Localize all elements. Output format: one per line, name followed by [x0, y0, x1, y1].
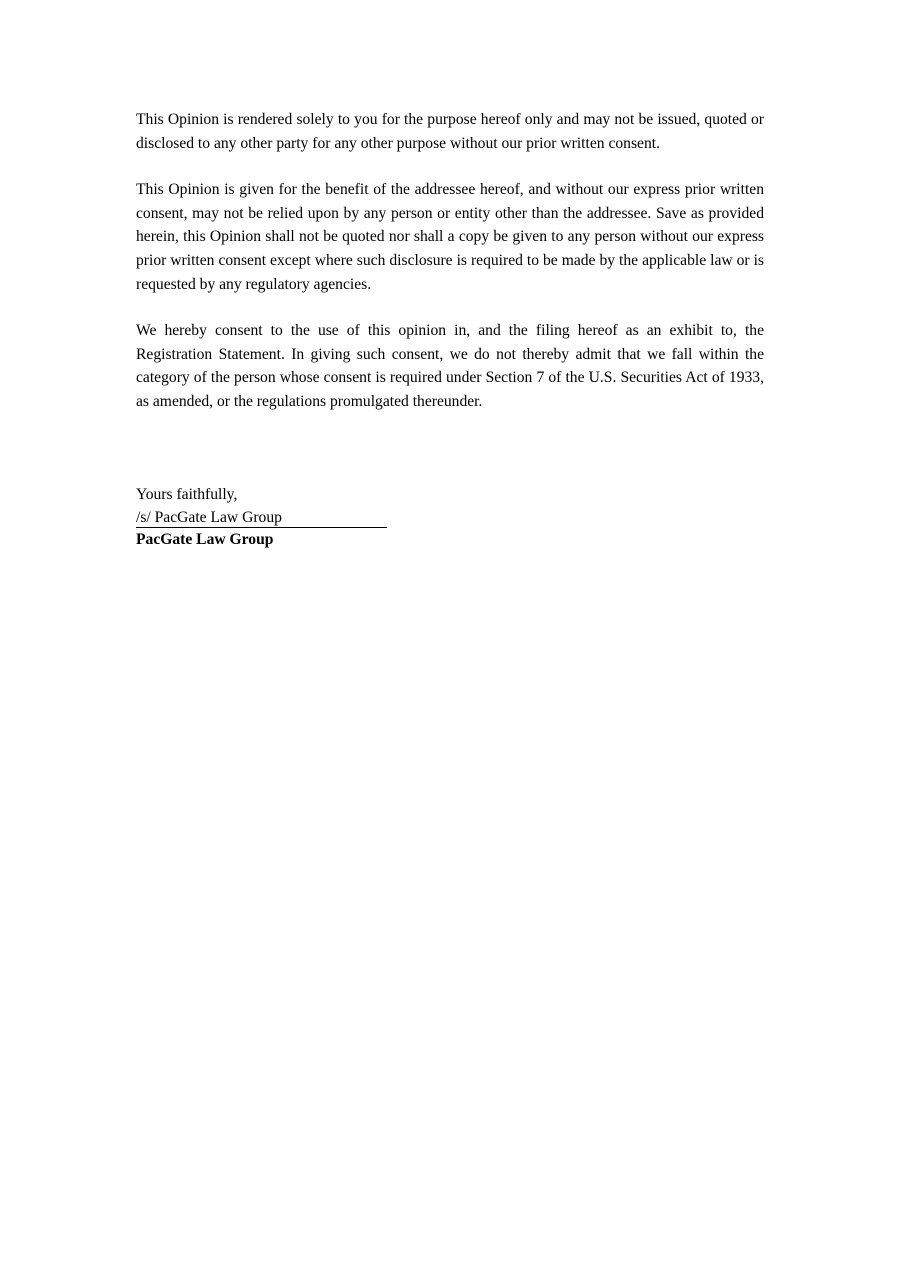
spacer: [136, 437, 764, 483]
paragraph-reliance: This Opinion is given for the benefit of the addressee hereof, and without our express prior written consent, may not be relied upon by any person or entity other than the addressee. Save as provided herein, this Opinion shall not be quoted nor shall a copy be given to any person without our express prior written consent except where such disclosure is required to be made by the applicable law or is requested by any regulatory agencies.: [136, 181, 764, 293]
paragraph-consent: We hereby consent to the use of this opinion in, and the filing hereof as an exhibit to, the Registration Statement. In giving such consent, we do not thereby admit that we fall within the category of the person whose consent is required under Section 7 of the U.S. Securities Act of 1933, as amended, or the regulations promulgated thereunder.: [136, 322, 764, 410]
document-page: [136, 108, 764, 552]
closing-salutation: Yours faithfully,: [136, 485, 238, 503]
firm-name: PacGate Law Group: [136, 531, 274, 549]
signature-block: [136, 483, 764, 552]
signature-line: /s/ PacGate Law Group: [136, 508, 387, 528]
paragraph-confidentiality: This Opinion is rendered solely to you for the purpose hereof only and may not be issued, quoted or disclosed to any other party for any other purpose without our prior written consent.: [136, 111, 764, 152]
